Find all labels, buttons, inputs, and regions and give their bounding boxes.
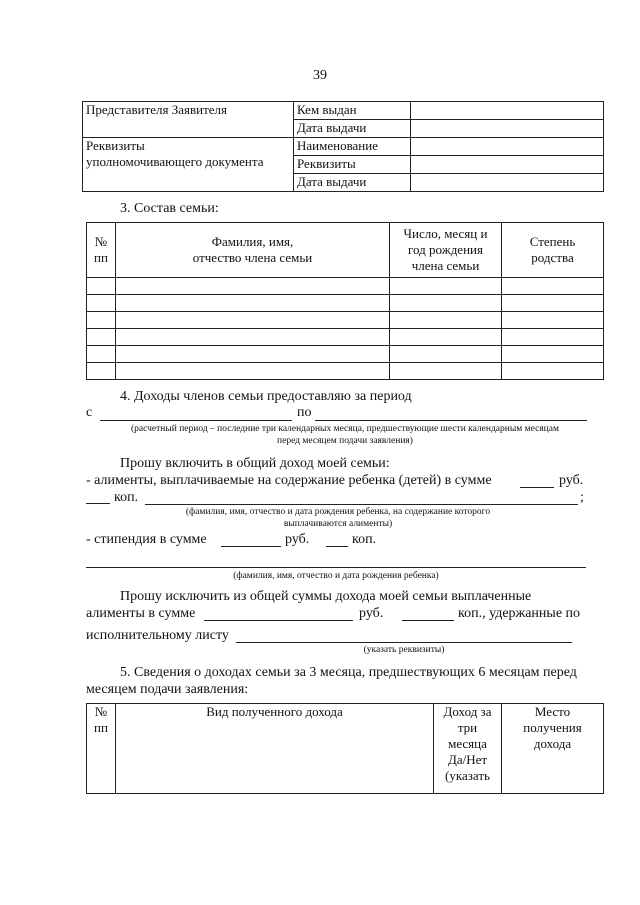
col-birth-header: Число, месяц и год рождения члена семьи — [390, 223, 502, 278]
exclude-kop-field[interactable] — [402, 620, 454, 621]
alimony-note-1: (фамилия, имя, отчество и дата рождения ребенка, на содержание которого — [185, 507, 491, 517]
table-row[interactable] — [87, 295, 604, 312]
stipend-rub: руб. — [285, 532, 310, 547]
period-to-field[interactable] — [315, 420, 587, 421]
include-intro: Прошу включить в общий доход моей семьи: — [120, 456, 390, 471]
exclude-rub: руб. — [359, 606, 384, 621]
issue-date2-label: Дата выдачи — [294, 174, 411, 192]
writ-field[interactable] — [236, 642, 572, 643]
section4-title: 4. Доходы членов семьи предоставляю за период — [120, 389, 412, 404]
exclude-sum-field[interactable] — [204, 620, 353, 621]
alimony-semicolon: ; — [580, 490, 584, 505]
col-income-header: Доход за три месяца Да/Нет (указать — [434, 704, 502, 794]
col-name-header: Фамилия, имя, отчество члена семьи — [116, 223, 390, 278]
stipend-kop-field[interactable] — [326, 546, 348, 547]
alimony-kop: коп. — [114, 490, 139, 505]
alimony-child-field[interactable] — [145, 504, 578, 505]
child-note: (фамилия, имя, отчество и дата рождения ребенка) — [233, 571, 439, 581]
stipend-kop: коп. — [352, 532, 377, 547]
income-table — [86, 703, 604, 794]
exclude-alimony-label: алименты в сумме — [86, 606, 196, 621]
table-row[interactable] — [87, 329, 604, 346]
name-label: Наименование — [294, 138, 411, 156]
section3-title: 3. Состав семьи: — [120, 201, 219, 216]
col-no-header: № пп — [87, 223, 116, 278]
representative-table — [82, 101, 604, 192]
period-note-2: перед месяцем подачи заявления) — [277, 436, 413, 446]
issue-date2-value[interactable] — [411, 174, 604, 192]
requisites-label: Реквизиты — [294, 156, 411, 174]
issued-by-value[interactable] — [411, 102, 604, 120]
alimony-label: - алименты, выплачиваемые на содержание ребенка (детей) в сумме — [86, 473, 492, 488]
section5-title-2: месяцем подачи заявления: — [86, 682, 249, 697]
stipend-sum-field[interactable] — [221, 546, 281, 547]
alimony-rub: руб. — [559, 473, 584, 488]
issue-date-value[interactable] — [411, 120, 604, 138]
stipend-label: - стипендия в сумме — [86, 532, 207, 547]
period-from-field[interactable] — [100, 420, 292, 421]
col-no-header: № пп — [87, 704, 116, 794]
col-kin-header: Степень родства — [502, 223, 604, 278]
issued-by-label: Кем выдан — [294, 102, 411, 120]
table-row[interactable] — [87, 278, 604, 295]
exclude-intro: Прошу исключить из общей суммы дохода моей семьи выплаченные — [120, 589, 532, 604]
stipend-child-field[interactable] — [86, 567, 586, 568]
family-table — [86, 222, 604, 380]
period-note-1: (расчетный период – последние три календарных месяца, предшествующие шести календарным месяцам — [131, 424, 559, 434]
alimony-note-2: выплачиваются алименты) — [283, 519, 393, 529]
table-row[interactable] — [87, 346, 604, 363]
writ-note: (указать реквизиты) — [363, 645, 445, 655]
period-to-label: по — [297, 405, 312, 420]
requisites-value[interactable] — [411, 156, 604, 174]
section5-title-1: 5. Сведения о доходах семьи за 3 месяца, предшествующих 6 месяцам перед — [120, 665, 577, 680]
exclude-kop: коп., удержанные по — [458, 606, 581, 621]
issue-date-label: Дата выдачи — [294, 120, 411, 138]
period-from-label: с — [86, 405, 93, 420]
rep-label: Представителя Заявителя — [83, 102, 294, 138]
name-value[interactable] — [411, 138, 604, 156]
table-row[interactable] — [87, 363, 604, 380]
col-place-header: Место получения дохода — [502, 704, 604, 794]
writ-label: исполнительному листу — [86, 628, 229, 643]
alimony-kop-field[interactable] — [86, 503, 110, 504]
page-number: 39 — [313, 68, 327, 83]
authority-doc-label: Реквизиты уполномочивающего документа — [83, 138, 294, 192]
col-type-header: Вид полученного дохода — [116, 704, 434, 794]
table-row[interactable] — [87, 312, 604, 329]
alimony-sum-field[interactable] — [520, 487, 554, 488]
